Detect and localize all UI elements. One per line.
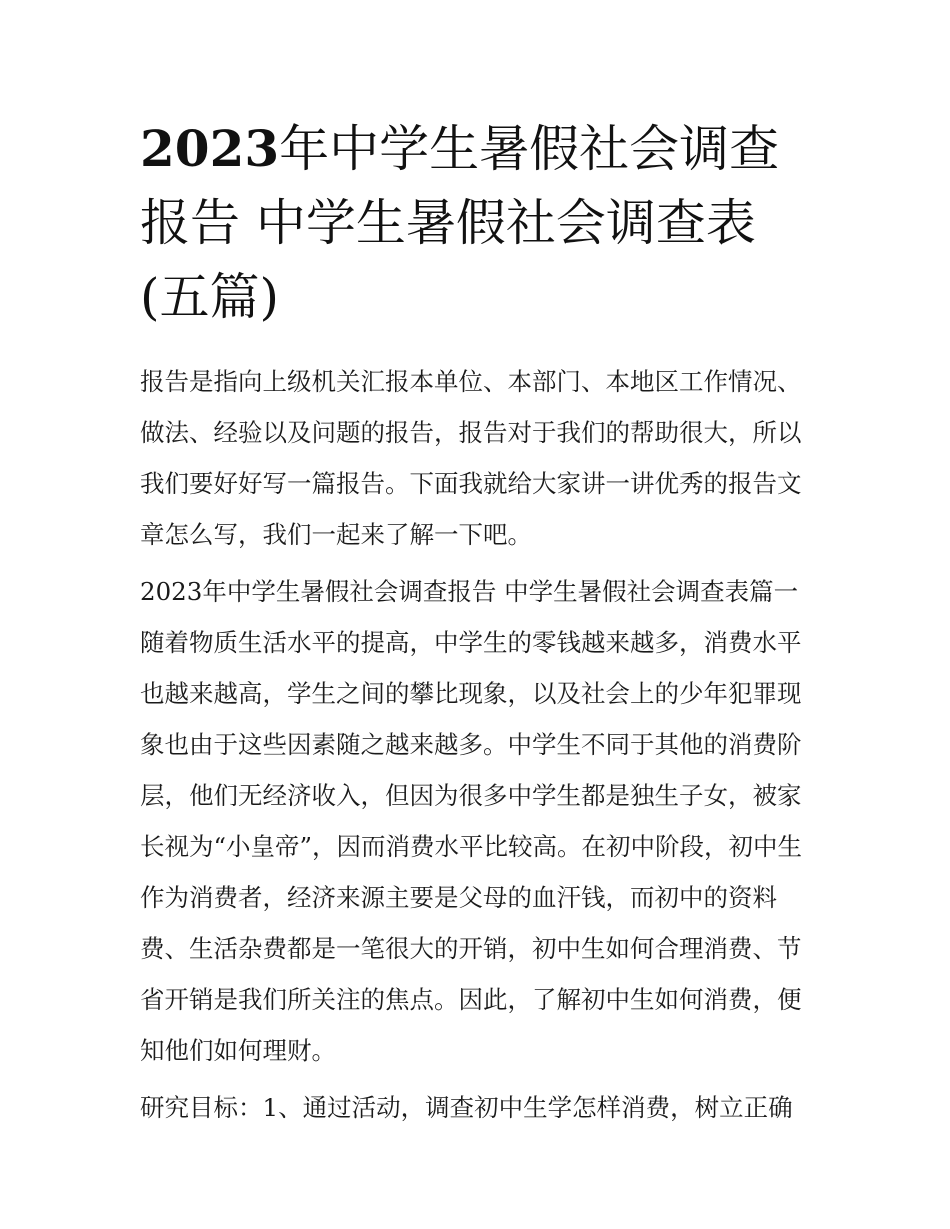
paragraph-intro: 报告是指向上级机关汇报本单位、本部门、本地区工作情况、做法、经验以及问题的报告，报告对于我们的帮助很大，所以我们要好好写一篇报告。下面我就给大家讲一讲优秀的报告文章怎么写，我们一起来了解一下吧。	[140, 367, 802, 549]
document-title	[140, 112, 820, 334]
document-body	[140, 356, 820, 1133]
title-text: 年中学生暑假社会调查报告 中学生暑假社会调查表(五篇)	[140, 120, 780, 326]
paragraph-report-one: 2023年中学生暑假社会调查报告 中学生暑假社会调查表篇一随着物质生活水平的提高，中学生的零钱越来越多，消费水平也越来越高，学生之间的攀比现象，以及社会上的少年犯罪现象也由于这些因素随之越来越多。中学生不同于其他的消费阶层，他们无经济收入，但因为很多中学生都是独生子女，被家长视为“小皇帝”，因而消费水平比较高。在初中阶段，初中生作为消费者，经济来源主要是父母的血汗钱，而初中的资料费、生活杂费都是一笔很大的开销，初中生如何合理消费、节省开销是我们所关注的焦点。因此，了解初中生如何消费，便知他们如何理财。	[140, 577, 803, 1065]
title-year: 2023	[140, 119, 280, 178]
paragraph-research-goal: 研究目标：1、通过活动，调查初中生学怎样消费，树立正确	[140, 1093, 793, 1122]
